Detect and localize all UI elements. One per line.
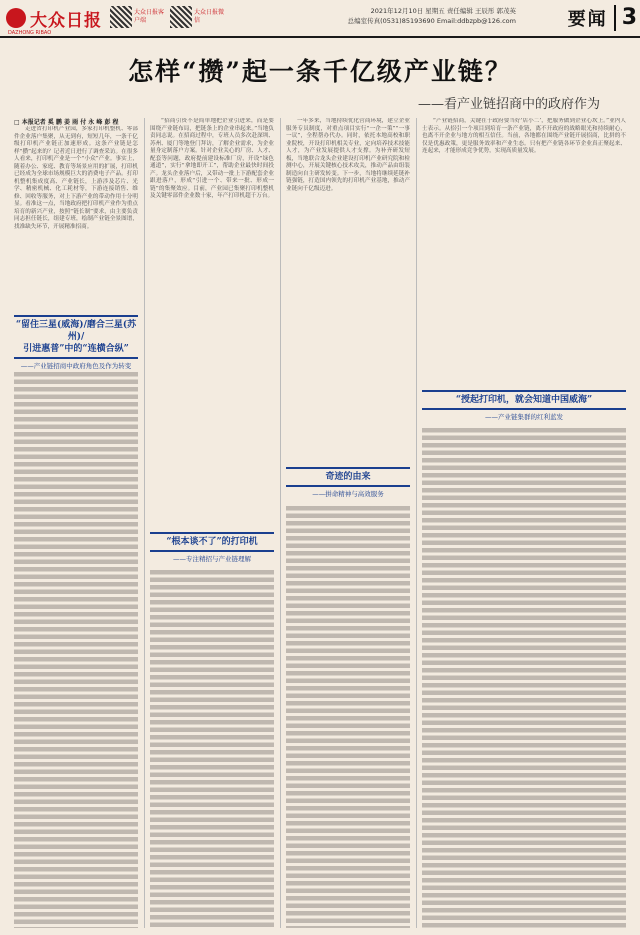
article-column-4-top <box>422 118 626 383</box>
masthead <box>0 0 640 38</box>
subheadline: ——看产业链招商中的政府作为 <box>417 97 600 112</box>
section-name: 要闻 <box>567 9 608 30</box>
issue-date-editors: 2021年12月10日 星期五 责任编辑 王辰彤 郭茂英 <box>370 7 516 15</box>
subsection-title: 奇迹的由来 <box>325 472 371 482</box>
article-column-3-top <box>286 118 410 463</box>
subsection-heading-2 <box>150 530 274 563</box>
subsection-subtitle: ——专注精招与产业链理解 <box>173 555 251 563</box>
subsection-subtitle: ——产业链集群的红利蓝发 <box>485 413 563 421</box>
subsection-title: “授起打印机，就会知道中国威海” <box>455 395 593 405</box>
paper-logo <box>6 6 102 30</box>
subsection-subtitle: ——产业链招商中政府角色及作为转变 <box>20 362 132 370</box>
paper-name-en: DAZHONG RIBAO <box>8 30 52 36</box>
article-column-2-top <box>150 118 274 528</box>
subsection-title-line-2: 引进惠普”中的“连横合纵” <box>23 344 129 354</box>
column-divider <box>416 118 417 928</box>
subsection-title-line-1: “留住三星(威海)/磨合三星(苏州)/ <box>15 320 137 342</box>
article-text-block <box>14 372 138 928</box>
logo-emblem-icon <box>6 8 26 28</box>
qr-code-icon <box>170 6 192 28</box>
article-paragraph: “招商引资不是简单地把企业引进来，而是要围绕产业链布局，把链条上的企业串起来。”当地负责同志说。在招商过程中，专班人员多次赴深圳、苏州、厦门等地登门拜访，了解企业需求，为企业量身定制落户方案。针对企业关心的厂房、人才、配套等问题，政府提前建设标准厂房，开设“绿色通道”，实行“拿地即开工”，帮助企业最快时间投产。龙头企业落户后，又带动一批上下游配套企业跟进落户，形成“引进一个、带来一批、形成一链”的集聚效应。目前，产业园已集聚打印机整机及关键零部件企业数十家，年产打印机超千万台。 <box>150 118 274 199</box>
article-paragraph: 走进省打印机产业园，多家打印机整机、零部件企业落户集聚，从无到有，短短几年，一条千亿级打印机产业链正加速形成。这条产业链是怎样“攒”起来的？记者近日进行了调查采访。在很多人看来，打印机产业是一个“小众”产业。事实上，随着办公、家庭、教育等场景应用的扩展，打印机已经成为全球市场规模巨大的消费电子产品。打印机整机集成度高、产业链长，上游涉及芯片、光学、精密机械、化工耗材等，下游连接销售、维修、回收等服务，对上下游产业的带动作用十分明显。看准这一点，当地政府把打印机产业作为重点培育的新兴产业，按照“链长制”要求，由主要负责同志担任链长，组建专班，绘制产业链全景图谱，找准缺失环节，开展精准招商。 <box>14 126 138 230</box>
contact-info: 总编室传真(0531)85193690 Email:ddbzpb@126.com <box>347 17 516 25</box>
article-text-block <box>286 506 410 928</box>
subsection-title: “根本谈不了”的打印机 <box>166 537 258 547</box>
column-divider <box>280 118 281 928</box>
article-column-1-top <box>14 126 138 311</box>
page-number: 3 <box>614 5 637 31</box>
article-text-block <box>150 570 274 928</box>
subsection-subtitle: ——拼命精神与高效服务 <box>312 490 384 498</box>
article-paragraph: 一年多来，当地持续优化营商环境，建立企业服务专员制度，对重点项目实行“一企一策”“一事一议”，全程帮办代办。同时，依托本地高校和职业院校，开设打印机相关专业，定向培养技术技能人才，为产业发展提供人才支撑。为补齐研发短板，当地联合龙头企业建设打印机产业研究院和检测中心，开展关键核心技术攻关，推动产品由组装制造向自主研发转变。下一步，当地将继续延链补链强链，打造国内领先的打印机产业基地，推动产业链向千亿级迈进。 <box>286 118 410 192</box>
column-divider <box>144 118 145 928</box>
header-info <box>270 6 516 26</box>
article-paragraph: “产业链招商，关键在于政府要当好‘店小二’，把服务做到企业心坎上。”业内人士表示。从招引一个项目到培育一条产业链，离不开政府的战略眼光和持续耐心，也离不开企业与地方的相互信任。当前，各地都在围绕产业链开展招商，比拼的不仅是优惠政策，更是服务效率和产业生态。只有把产业链各环节企业真正聚起来、连起来，才能形成竞争优势，实现高质量发展。 <box>422 118 626 154</box>
qr-code-icon <box>110 6 132 28</box>
paper-name: 大众日报 <box>30 10 102 31</box>
article-text-block <box>422 428 626 928</box>
byline: □ 本报记者 奚 鹏 姜 雨 付 永 峰 彭 程 <box>14 119 119 126</box>
subsection-heading-4 <box>422 388 626 421</box>
qr-label-client: 大众日报客户端 <box>134 9 165 24</box>
subsection-heading-3 <box>286 465 410 498</box>
subsection-heading-1 <box>14 313 138 370</box>
section-label <box>525 2 637 34</box>
headline: 怎样“攒”起一条千亿级产业链？ <box>128 57 512 86</box>
qr-label-wechat: 大众日报微信 <box>194 9 225 24</box>
